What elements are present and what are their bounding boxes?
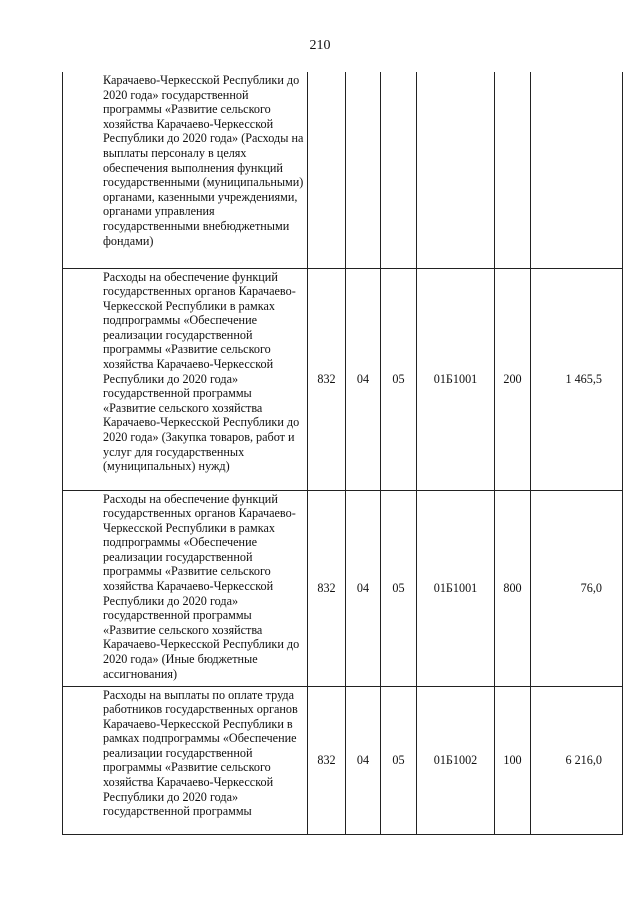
target-article-code: 01Б1002 xyxy=(417,686,495,834)
ministry-code xyxy=(308,72,346,268)
table-row xyxy=(63,686,623,834)
budget-table xyxy=(62,72,623,835)
subsection-code: 05 xyxy=(381,686,417,834)
ministry-code: 832 xyxy=(308,268,346,490)
ministry-code: 832 xyxy=(308,490,346,686)
target-article-code: 01Б1001 xyxy=(417,490,495,686)
expense-type-code: 100 xyxy=(495,686,531,834)
amount-cell: 76,0 xyxy=(531,490,623,686)
ministry-code: 832 xyxy=(308,686,346,834)
subsection-code: 05 xyxy=(381,490,417,686)
table-row xyxy=(63,490,623,686)
expense-type-code: 800 xyxy=(495,490,531,686)
section-code: 04 xyxy=(346,268,381,490)
row-description: Расходы на выплаты по оплате труда работников государственных органов Карачаево-Черкесской Республики в рамках подпрограммы «Обеспечение реализации государственной программы «Развитие сельского хозяйства Карачаево-Черкесской Республики до 2020 года» государственной программы xyxy=(63,686,308,834)
target-article-code xyxy=(417,72,495,268)
expense-type-code xyxy=(495,72,531,268)
row-description: Расходы на обеспечение функций государственных органов Карачаево-Черкесской Республики в рамках подпрограммы «Обеспечение реализации государственной программы «Развитие сельского хозяйства Карачаево-Черкесской Республики до 2020 года» государственной программы «Развитие сельского хозяйства Карачаево-Черкесской Республики до 2020 года» (Иные бюджетные ассигнования) xyxy=(63,490,308,686)
subsection-code xyxy=(381,72,417,268)
target-article-code: 01Б1001 xyxy=(417,268,495,490)
subsection-code: 05 xyxy=(381,268,417,490)
amount-cell: 6 216,0 xyxy=(531,686,623,834)
section-code xyxy=(346,72,381,268)
page-number: 210 xyxy=(309,38,331,53)
table-row xyxy=(63,72,623,268)
table-row xyxy=(63,268,623,490)
row-description: Расходы на обеспечение функций государственных органов Карачаево-Черкесской Республики в рамках подпрограммы «Обеспечение реализации государственной программы «Развитие сельского хозяйства Карачаево-Черкесской Республики до 2020 года» государственной программы «Развитие сельского хозяйства Карачаево-Черкесской Республики до 2020 года» (Закупка товаров, работ и услуг для государственных (муниципальных) нужд) xyxy=(63,268,308,490)
amount-cell: 1 465,5 xyxy=(531,268,623,490)
row-description: Карачаево-Черкесской Республики до 2020 года» государственной программы «Развитие сельского хозяйства Карачаево-Черкесской Республики до 2020 года» (Расходы на выплаты персоналу в целях обеспечения выполнения функций государственными (муниципальными) органами, казенными учреждениями, органами управления государственными внебюджетными фондами) xyxy=(63,72,308,268)
expense-type-code: 200 xyxy=(495,268,531,490)
section-code: 04 xyxy=(346,686,381,834)
amount-cell xyxy=(531,72,623,268)
section-code: 04 xyxy=(346,490,381,686)
